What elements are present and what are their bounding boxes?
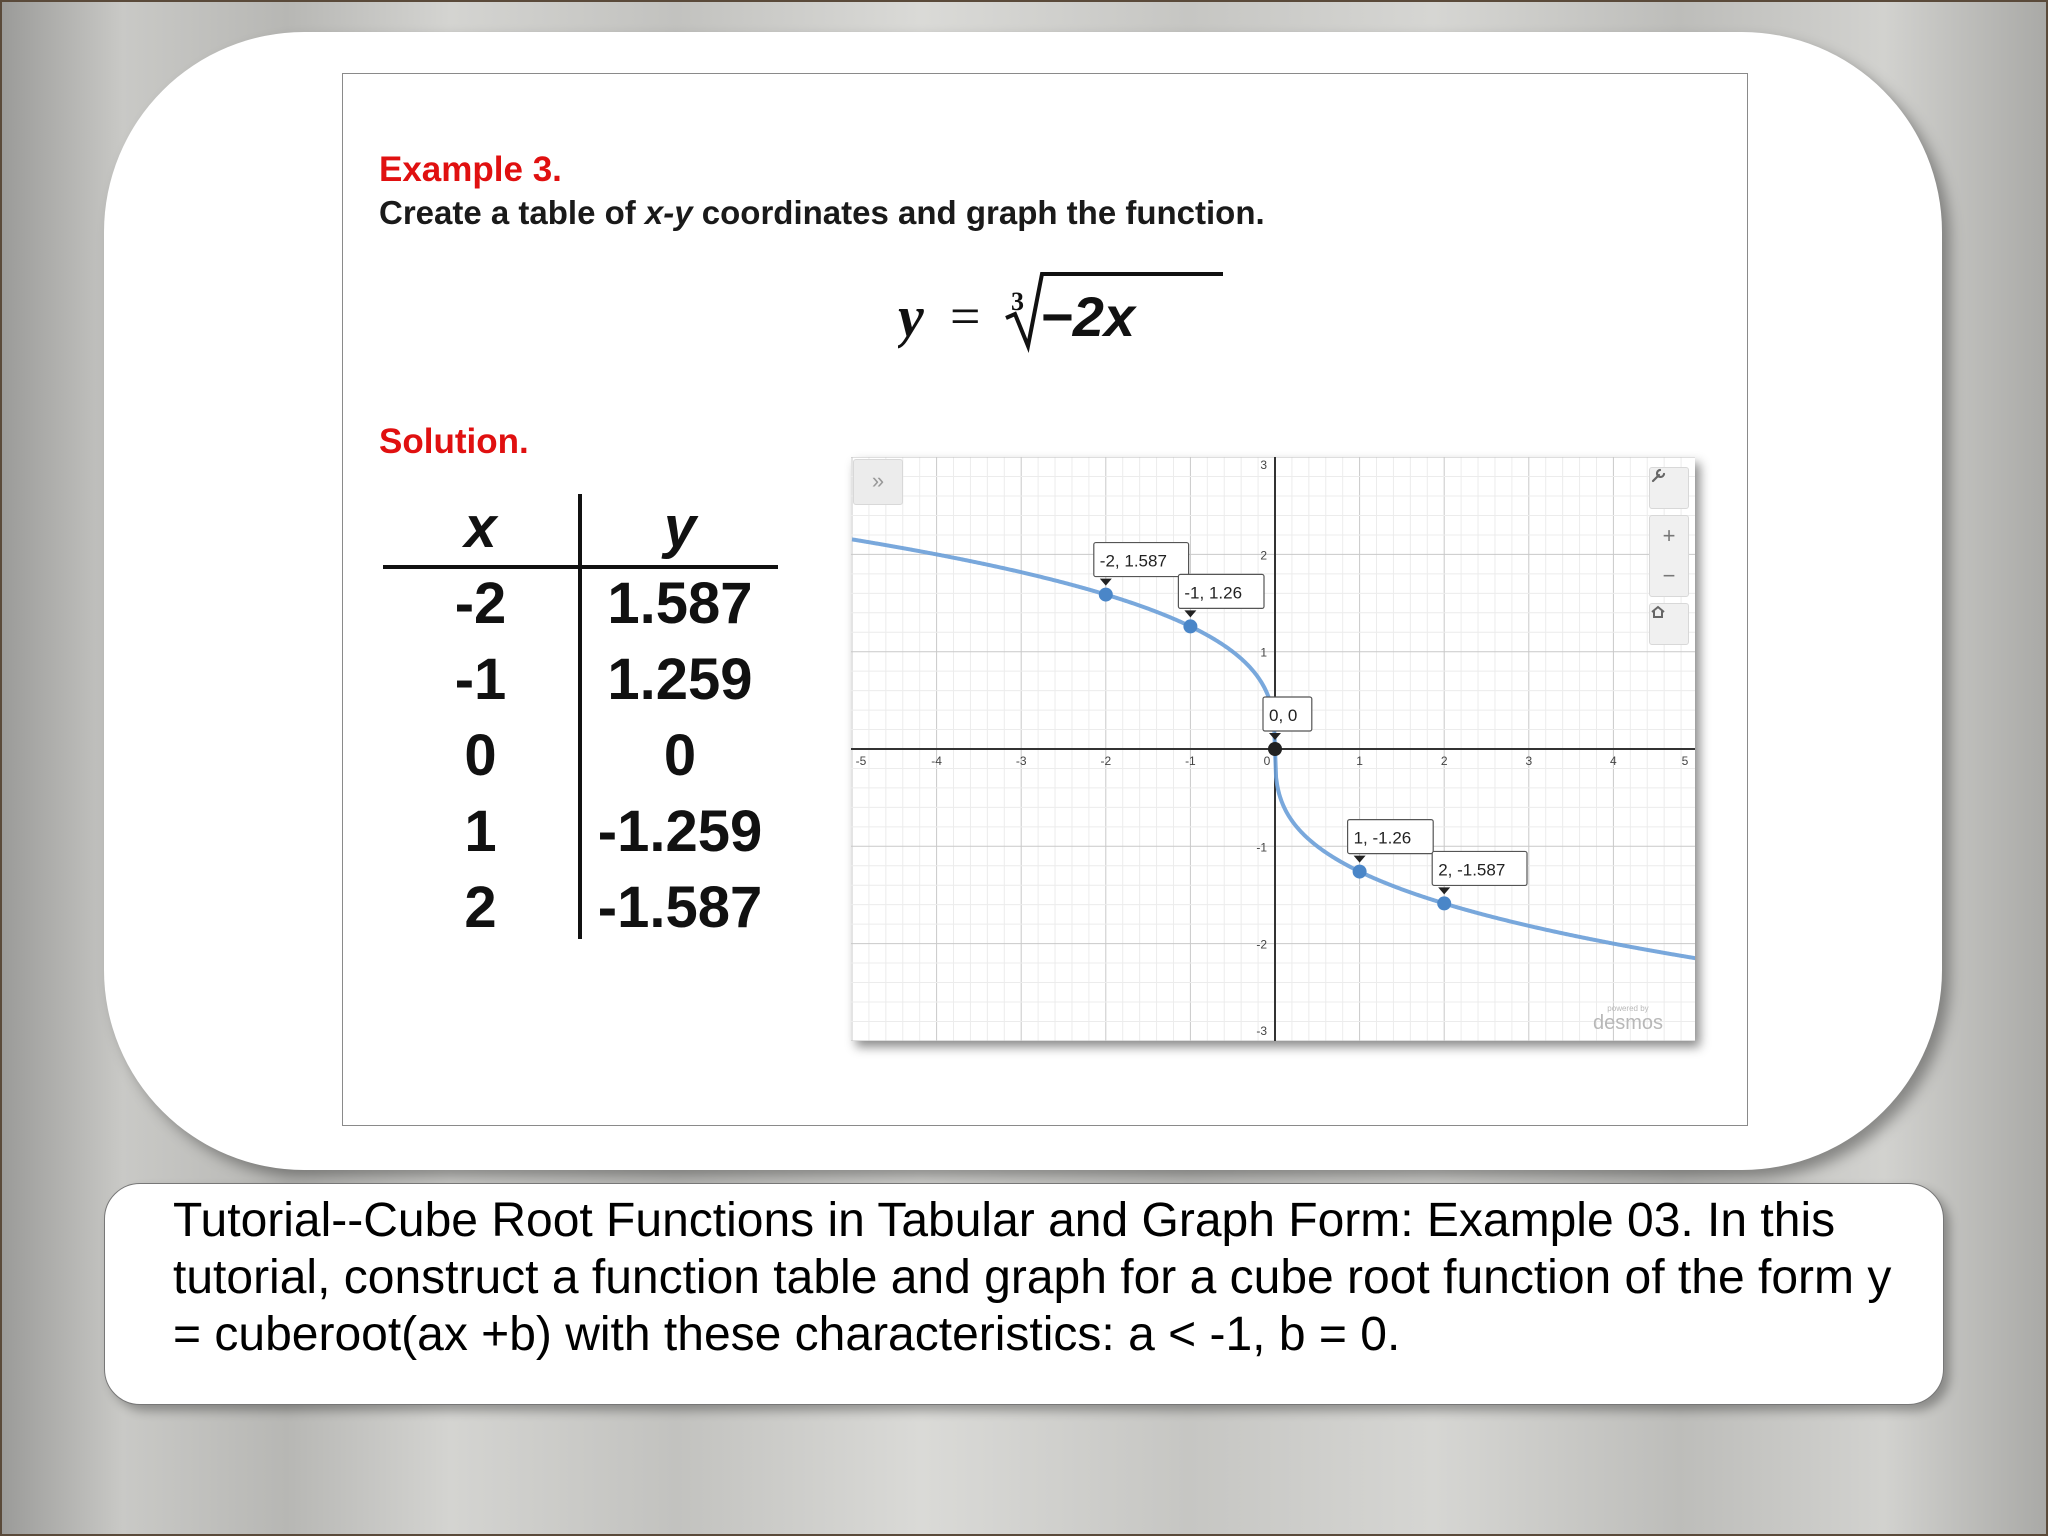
example-title: Example 3. xyxy=(379,150,562,189)
instruction-text xyxy=(379,194,1265,232)
y-tick-label: 2 xyxy=(1260,548,1267,563)
label-pointer xyxy=(1269,733,1281,740)
wrench-icon xyxy=(1650,468,1666,484)
instruction-var: x-y xyxy=(644,194,693,231)
graph-settings-button[interactable] xyxy=(1649,467,1689,509)
x-tick-label: 3 xyxy=(1525,754,1533,768)
label-pointer xyxy=(1184,610,1196,617)
table-cell-x: 1 xyxy=(464,799,497,864)
table-cell-y: 0 xyxy=(663,723,697,788)
x-tick-label: -3 xyxy=(1015,754,1027,768)
caption-panel xyxy=(104,1183,1944,1405)
graph-point xyxy=(1183,619,1197,633)
table-cell-y: -1.587 xyxy=(597,875,763,940)
desmos-logo-text: desmos xyxy=(1592,1012,1663,1034)
graph-point xyxy=(1099,588,1113,602)
point-label: 1, -1.26 xyxy=(1353,828,1412,848)
y-tick-label: -3 xyxy=(1256,1024,1267,1038)
equation-root-index: 3 xyxy=(1011,287,1024,316)
label-pointer xyxy=(1438,887,1450,894)
table-cell-y: 1.587 xyxy=(607,571,753,636)
default-viewport-button[interactable] xyxy=(1649,603,1689,645)
x-tick-label: 1 xyxy=(1356,754,1363,768)
desmos-graph[interactable] xyxy=(851,457,1695,1041)
point-label: 0, 0 xyxy=(1269,706,1298,725)
zoom-controls xyxy=(1649,515,1689,597)
point-label: -2, 1.587 xyxy=(1099,551,1167,571)
table-header-x: x xyxy=(464,495,497,560)
slide-content xyxy=(342,73,1748,1126)
table-cell-x: 0 xyxy=(464,723,497,788)
table-header-y: y xyxy=(663,495,697,560)
caption-text: Tutorial--Cube Root Functions in Tabular and Graph Form: Example 03. In this tutorial, construct a function table and graph for a cube root function of the form y = cuberoot(ax +b) with these characteristics: a < -1, b = 0. xyxy=(173,1194,1892,1361)
label-pointer xyxy=(1100,579,1112,586)
instruction-pre: Create a table of xyxy=(379,194,645,231)
xy-table xyxy=(383,494,783,944)
x-tick-label: -1 xyxy=(1185,754,1196,768)
graph-canvas[interactable] xyxy=(851,457,1695,1041)
x-tick-label: 0 xyxy=(1263,754,1271,768)
instruction-post: coordinates and graph the function. xyxy=(692,194,1265,231)
point-label: -1, 1.26 xyxy=(1184,583,1243,603)
table-column-divider xyxy=(578,494,582,939)
x-tick-label: -4 xyxy=(931,754,942,768)
y-tick-label: -1 xyxy=(1256,840,1267,855)
graph-point xyxy=(1437,896,1451,910)
x-tick-label: 4 xyxy=(1610,754,1617,768)
solution-label: Solution. xyxy=(379,422,529,461)
table-cell-x: -2 xyxy=(454,571,507,636)
zoom-out-button[interactable]: − xyxy=(1662,563,1676,588)
equation xyxy=(898,266,1318,366)
x-tick-label: 2 xyxy=(1440,754,1448,768)
table-cell-x: 2 xyxy=(464,875,497,940)
powered-by-text: powered by xyxy=(1607,1004,1649,1013)
table-cell-y: 1.259 xyxy=(607,647,753,712)
y-tick-label: -2 xyxy=(1256,937,1267,952)
x-tick-label: -2 xyxy=(1100,754,1112,768)
home-icon xyxy=(1650,604,1666,620)
equation-lhs: y xyxy=(898,284,924,349)
y-tick-label: 3 xyxy=(1260,458,1267,472)
zoom-in-button[interactable]: + xyxy=(1662,523,1676,548)
desmos-watermark xyxy=(1593,1005,1663,1033)
graph-point xyxy=(1353,865,1367,879)
expand-panel-button[interactable]: » xyxy=(853,459,903,505)
x-tick-label: 5 xyxy=(1681,754,1689,768)
point-label: 2, -1.587 xyxy=(1438,860,1506,880)
graph-point xyxy=(1268,742,1282,756)
x-tick-label: -5 xyxy=(855,754,867,768)
y-tick-label: 1 xyxy=(1260,645,1267,660)
equation-equals: = xyxy=(950,286,981,346)
table-cell-x: -1 xyxy=(454,647,507,712)
table-cell-y: -1.259 xyxy=(597,799,763,864)
label-pointer xyxy=(1354,856,1366,863)
equation-radicand: −2x xyxy=(1040,285,1135,348)
